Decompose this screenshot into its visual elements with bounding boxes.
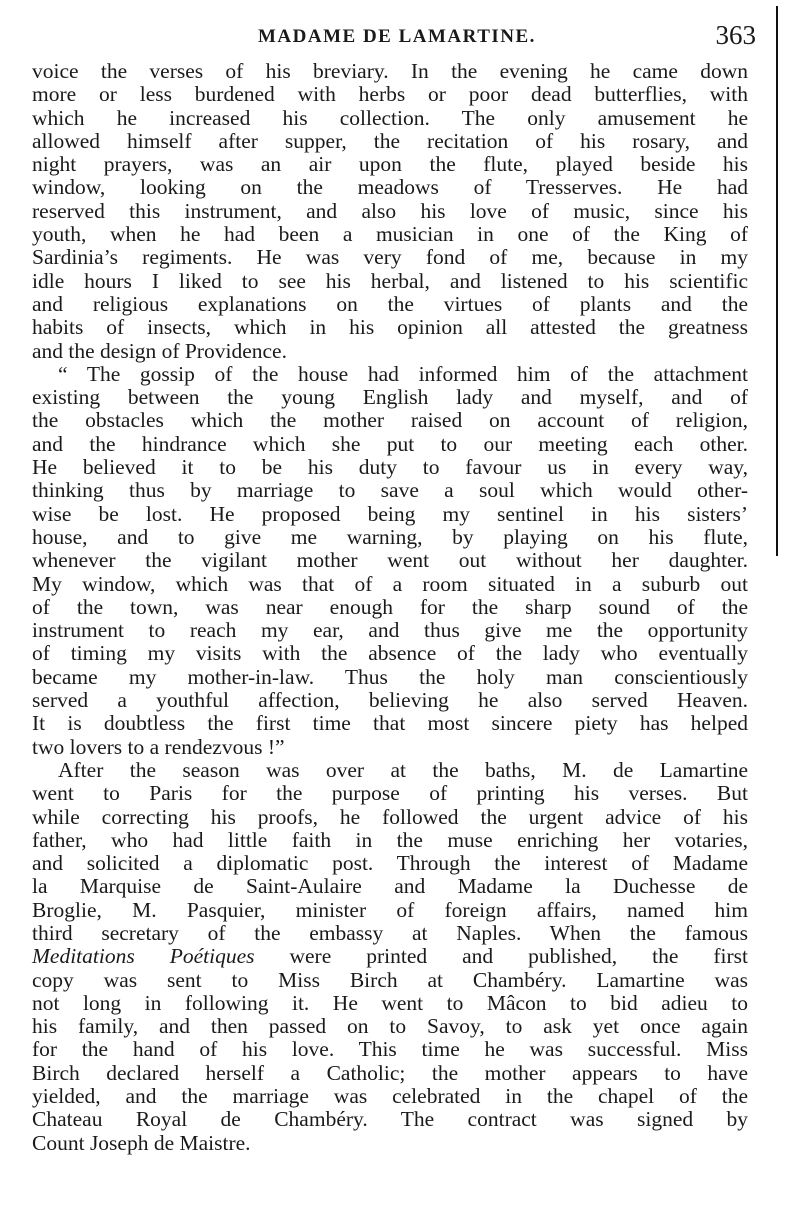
book-title: Meditations Poétiques [32, 944, 255, 969]
text-line: more or less burdened with herbs or poor dead butterflies, with [32, 82, 748, 107]
text-line: which he increased his collection. The only amusement he [32, 105, 748, 130]
text-line: He believed it to be his duty to favour us in every way, [32, 455, 748, 480]
margin-rule [776, 6, 778, 556]
text-line [32, 945, 748, 968]
text-line: of timing my visits with the absence of the lady who eventually [32, 641, 748, 666]
text-line: became my mother-in-law. Thus the holy man conscientiously [32, 664, 748, 689]
text-line: and the design of Providence. [32, 338, 287, 363]
text-line: idle hours I liked to see his herbal, and listened to his scientific [32, 268, 748, 293]
text-line: yielded, and the marriage was celebrated in the chapel of the [32, 1084, 748, 1109]
text-line: copy was sent to Miss Birch at Chambéry. Lamartine was [32, 967, 748, 992]
text-line: father, who had little faith in the muse enriching her votaries, [32, 827, 748, 852]
text-line: whenever the vigilant mother went out without her daughter. [32, 548, 748, 573]
text-line: two lovers to a rendezvous !” [32, 734, 285, 759]
text-line: Broglie, M. Pasquier, minister of foreign affairs, named him [32, 897, 748, 922]
page-number: 363 [715, 20, 756, 50]
text-line: youth, when he had been a musician in one of the King of [32, 222, 748, 247]
text-line: not long in following it. He went to Mâcon to bid adieu to [32, 990, 748, 1015]
text-line: the obstacles which the mother raised on account of religion, [32, 408, 748, 433]
text-line: Sardinia’s regiments. He was very fond of me, because in my [32, 245, 748, 270]
text-line: of the town, was near enough for the sharp sound of the [32, 594, 748, 619]
text-line: reserved this instrument, and also his love of music, since his [32, 198, 748, 223]
text-line: went to Paris for the purpose of printing his verses. But [32, 781, 748, 806]
text-line: habits of insects, which in his opinion all attested the greatness [32, 315, 748, 340]
text-line: It is doubtless the first time that most sincere piety has helped [32, 711, 748, 736]
text-line: la Marquise de Saint-Aulaire and Madame la Duchesse de [32, 874, 748, 899]
text-line: and the hindrance which she put to our meeting each other. [32, 431, 748, 456]
text-line: instrument to reach my ear, and thus give me the opportunity [32, 618, 748, 643]
running-title: MADAME DE LAMARTINE. [258, 26, 536, 47]
text-line: “ The gossip of the house had informed him of the attachment [58, 361, 748, 386]
text-segment: were printed and published, the first [254, 944, 748, 969]
text-line: wise be lost. He proposed being my sentinel in his sisters’ [32, 501, 748, 526]
text-line: After the season was over at the baths, M. de Lamartine [58, 757, 748, 782]
text-line: Count Joseph de Maistre. [32, 1130, 251, 1155]
text-line: third secretary of the embassy at Naples. When the famous [32, 920, 748, 945]
text-line: thinking thus by marriage to save a soul which would other- [32, 478, 748, 503]
text-line: and religious explanations on the virtues of plants and the [32, 291, 748, 316]
text-line: existing between the young English lady and myself, and of [32, 385, 748, 410]
text-line: served a youthful affection, believing he also served Heaven. [32, 688, 748, 713]
text-line: Birch declared herself a Catholic; the mother appears to have [32, 1060, 748, 1085]
text-line: while correcting his proofs, he followed the urgent advice of his [32, 804, 748, 829]
body-text [32, 60, 748, 1155]
text-line: My window, which was that of a room situated in a suburb out [32, 571, 748, 596]
text-line: and solicited a diplomatic post. Through the interest of Madame [32, 851, 748, 876]
text-line: voice the verses of his breviary. In the evening he came down [32, 59, 748, 83]
text-line: for the hand of his love. This time he was successful. Miss [32, 1037, 748, 1062]
text-line: night prayers, was an air upon the flute, played beside his [32, 152, 748, 177]
text-line: house, and to give me warning, by playing on his flute, [32, 524, 748, 549]
text-line: Chateau Royal de Chambéry. The contract was signed by [32, 1107, 748, 1132]
page-header [30, 18, 756, 54]
text-line: window, looking on the meadows of Tresserves. He had [32, 175, 748, 200]
text-line: allowed himself after supper, the recitation of his rosary, and [32, 128, 748, 153]
text-line: his family, and then passed on to Savoy, to ask yet once again [32, 1014, 748, 1039]
